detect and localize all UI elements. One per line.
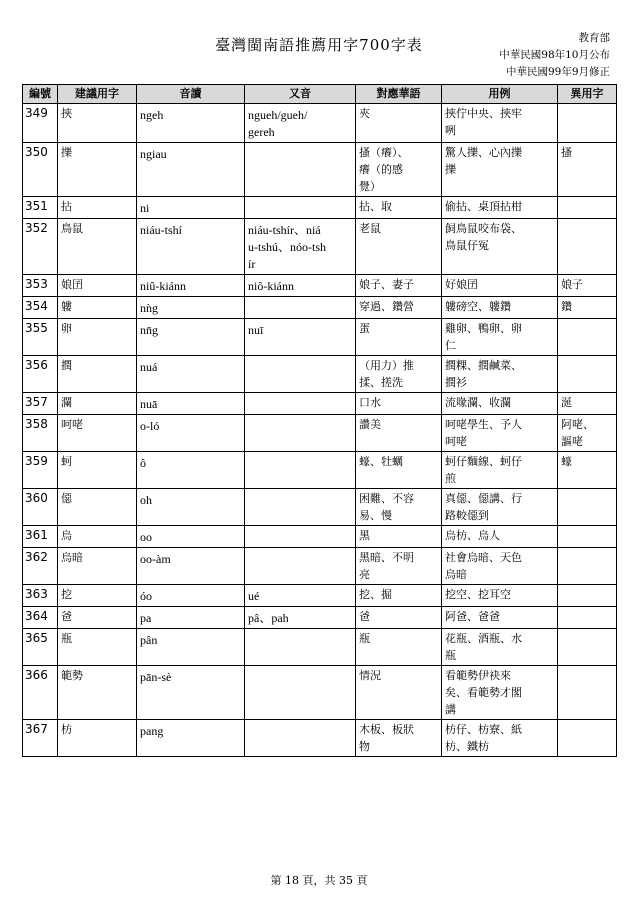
entry-variant xyxy=(558,526,617,548)
entry-reading: niû-kiánn xyxy=(137,275,245,297)
entry-char: 枋 xyxy=(58,720,137,757)
entry-example: 花瓶、酒瓶、水 瓶 xyxy=(442,629,558,666)
entry-number: 362 xyxy=(23,548,58,585)
entry-example: 撋粿、撋鹹菜、 撋衫 xyxy=(442,356,558,393)
entry-alt-reading xyxy=(245,629,356,666)
col-header-number: 編號 xyxy=(23,85,58,104)
entry-mandarin: 搔（癢）、 癢（的感 覺） xyxy=(356,143,442,197)
entry-alt-reading xyxy=(245,720,356,757)
entry-reading: ni xyxy=(137,197,245,219)
entry-example: 軁磅空、軁鑽 xyxy=(442,297,558,319)
entry-mandarin: 穿過、鑽營 xyxy=(356,297,442,319)
entry-mandarin: 老鼠 xyxy=(356,219,442,275)
col-header-char: 建議用字 xyxy=(58,85,137,104)
entry-alt-reading: niáu-tshír、niá u-tshú、nóo-tsh ír xyxy=(245,219,356,275)
entry-alt-reading xyxy=(245,356,356,393)
entry-mandarin: 困難、不容 易、慢 xyxy=(356,489,442,526)
word-table xyxy=(22,84,617,757)
issuing-org: 教育部 xyxy=(578,32,610,44)
table-row xyxy=(23,585,617,607)
entry-mandarin: 木板、板狀 物 xyxy=(356,720,442,757)
entry-reading: nǹg xyxy=(137,297,245,319)
entry-alt-reading xyxy=(245,197,356,219)
entry-reading: oo-àm xyxy=(137,548,245,585)
entry-char: 娘囝 xyxy=(58,275,137,297)
table-row xyxy=(23,666,617,720)
entry-reading: nuā xyxy=(137,393,245,415)
entry-char: 僫 xyxy=(58,489,137,526)
entry-reading: pān-sè xyxy=(137,666,245,720)
entry-variant xyxy=(558,489,617,526)
entry-example: 雞卵、鴨卵、卵 仁 xyxy=(442,319,558,356)
entry-number: 353 xyxy=(23,275,58,297)
table-row xyxy=(23,452,617,489)
entry-variant xyxy=(558,319,617,356)
col-header-variant: 異用字 xyxy=(558,85,617,104)
entry-example: 驚人擽、心內擽 擽 xyxy=(442,143,558,197)
entry-variant xyxy=(558,607,617,629)
entry-example: 社會烏暗、天色 烏暗 xyxy=(442,548,558,585)
document-meta xyxy=(499,30,610,81)
entry-alt-reading xyxy=(245,297,356,319)
published-date: 中華民國98年10月公布 xyxy=(499,49,610,61)
entry-number: 367 xyxy=(23,720,58,757)
entry-mandarin: 口水 xyxy=(356,393,442,415)
revised-date: 中華民國99年9月修正 xyxy=(505,66,610,78)
entry-number: 366 xyxy=(23,666,58,720)
entry-example: 挾佇中央、挾牢 咧 xyxy=(442,104,558,143)
entry-example: 枋仔、枋寮、紙 枋、鐵枋 xyxy=(442,720,558,757)
entry-reading: pang xyxy=(137,720,245,757)
entry-number: 356 xyxy=(23,356,58,393)
table-row xyxy=(23,275,617,297)
entry-variant: 娘子 xyxy=(558,275,617,297)
entry-mandarin: 黑 xyxy=(356,526,442,548)
page-footer: 第 18 頁，共 35 頁 xyxy=(270,874,368,887)
entry-example: 烏枋、烏人 xyxy=(442,526,558,548)
table-row xyxy=(23,629,617,666)
entry-mandarin: （用力）推 揉、搓洗 xyxy=(356,356,442,393)
table-row xyxy=(23,548,617,585)
entry-alt-reading: nuī xyxy=(245,319,356,356)
table-row xyxy=(23,297,617,319)
entry-example: 真僫、僫講、行 路較僫到 xyxy=(442,489,558,526)
entry-variant xyxy=(558,585,617,607)
entry-example: 阿爸、爸爸 xyxy=(442,607,558,629)
entry-number: 363 xyxy=(23,585,58,607)
entry-number: 355 xyxy=(23,319,58,356)
table-row xyxy=(23,197,617,219)
table-row xyxy=(23,356,617,393)
entry-alt-reading xyxy=(245,548,356,585)
entry-alt-reading xyxy=(245,666,356,720)
entry-example: 看範勢伊袂來 矣、看範勢才閣 講 xyxy=(442,666,558,720)
entry-char: 挖 xyxy=(58,585,137,607)
entry-mandarin: 蛋 xyxy=(356,319,442,356)
entry-number: 360 xyxy=(23,489,58,526)
entry-char: 呵咾 xyxy=(58,415,137,452)
table-row xyxy=(23,219,617,275)
entry-variant: 蠔 xyxy=(558,452,617,489)
entry-mandarin: 拈、取 xyxy=(356,197,442,219)
entry-char: 卵 xyxy=(58,319,137,356)
entry-char: 烏 xyxy=(58,526,137,548)
table-row xyxy=(23,143,617,197)
entry-char: 挾 xyxy=(58,104,137,143)
entry-alt-reading: ngueh/gueh/ gereh xyxy=(245,104,356,143)
entry-number: 354 xyxy=(23,297,58,319)
entry-mandarin: 娘子、妻子 xyxy=(356,275,442,297)
entry-alt-reading xyxy=(245,526,356,548)
entry-number: 364 xyxy=(23,607,58,629)
entry-reading: oo xyxy=(137,526,245,548)
entry-variant xyxy=(558,629,617,666)
entry-number: 350 xyxy=(23,143,58,197)
entry-variant xyxy=(558,356,617,393)
entry-variant xyxy=(558,197,617,219)
entry-alt-reading: pâ、pah xyxy=(245,607,356,629)
entry-alt-reading xyxy=(245,489,356,526)
entry-reading: óo xyxy=(137,585,245,607)
col-header-alt-reading: 又音 xyxy=(245,85,356,104)
entry-example: 蚵仔麵線、蚵仔 煎 xyxy=(442,452,558,489)
entry-variant: 鑽 xyxy=(558,297,617,319)
entry-number: 359 xyxy=(23,452,58,489)
entry-number: 361 xyxy=(23,526,58,548)
entry-reading: ô xyxy=(137,452,245,489)
table-row xyxy=(23,526,617,548)
entry-alt-reading: ué xyxy=(245,585,356,607)
entry-mandarin: 挖、掘 xyxy=(356,585,442,607)
entry-number: 357 xyxy=(23,393,58,415)
entry-char: 拈 xyxy=(58,197,137,219)
entry-variant xyxy=(558,219,617,275)
entry-mandarin: 夾 xyxy=(356,104,442,143)
col-header-reading: 音讀 xyxy=(137,85,245,104)
entry-reading: ngiau xyxy=(137,143,245,197)
entry-alt-reading: niô-kiánn xyxy=(245,275,356,297)
entry-number: 365 xyxy=(23,629,58,666)
table-row xyxy=(23,607,617,629)
entry-char: 軁 xyxy=(58,297,137,319)
entry-mandarin: 爸 xyxy=(356,607,442,629)
entry-char: 烏暗 xyxy=(58,548,137,585)
document-title: 臺灣閩南語推薦用字700字表 xyxy=(215,36,423,54)
entry-mandarin: 黑暗、不明 亮 xyxy=(356,548,442,585)
entry-alt-reading xyxy=(245,452,356,489)
entry-reading: nn̄g xyxy=(137,319,245,356)
entry-alt-reading xyxy=(245,393,356,415)
table-row xyxy=(23,720,617,757)
entry-mandarin: 瓶 xyxy=(356,629,442,666)
entry-variant xyxy=(558,104,617,143)
table-row xyxy=(23,415,617,452)
entry-example: 偷拈、桌頂拈柑 xyxy=(442,197,558,219)
entry-example: 流喙瀾、收瀾 xyxy=(442,393,558,415)
entry-alt-reading xyxy=(245,143,356,197)
entry-variant: 搔 xyxy=(558,143,617,197)
entry-reading: oh xyxy=(137,489,245,526)
entry-reading: ngeh xyxy=(137,104,245,143)
entry-char: 瀾 xyxy=(58,393,137,415)
table-header-row xyxy=(23,85,617,104)
entry-char: 鳥鼠 xyxy=(58,219,137,275)
entry-char: 撋 xyxy=(58,356,137,393)
entry-reading: pa xyxy=(137,607,245,629)
entry-char: 蚵 xyxy=(58,452,137,489)
col-header-mandarin: 對應華語 xyxy=(356,85,442,104)
entry-char: 擽 xyxy=(58,143,137,197)
entry-reading: pân xyxy=(137,629,245,666)
entry-reading: o-ló xyxy=(137,415,245,452)
entry-number: 351 xyxy=(23,197,58,219)
entry-char: 瓶 xyxy=(58,629,137,666)
entry-variant: 阿咾、 謳咾 xyxy=(558,415,617,452)
table-row xyxy=(23,104,617,143)
entry-variant xyxy=(558,720,617,757)
entry-alt-reading xyxy=(245,415,356,452)
col-header-example: 用例 xyxy=(442,85,558,104)
entry-example: 好娘囝 xyxy=(442,275,558,297)
entry-mandarin: 讚美 xyxy=(356,415,442,452)
entry-example: 飼鳥鼠咬布袋、 鳥鼠仔冤 xyxy=(442,219,558,275)
entry-variant xyxy=(558,548,617,585)
entry-char: 範勢 xyxy=(58,666,137,720)
entry-mandarin: 情況 xyxy=(356,666,442,720)
entry-variant xyxy=(558,666,617,720)
entry-reading: niáu-tshí xyxy=(137,219,245,275)
entry-mandarin: 蠔、牡蠣 xyxy=(356,452,442,489)
entry-char: 爸 xyxy=(58,607,137,629)
table-row xyxy=(23,489,617,526)
entry-variant: 涎 xyxy=(558,393,617,415)
table-row xyxy=(23,319,617,356)
entry-example: 挖空、挖耳空 xyxy=(442,585,558,607)
entry-number: 349 xyxy=(23,104,58,143)
entry-number: 352 xyxy=(23,219,58,275)
table-row xyxy=(23,393,617,415)
entry-reading: nuá xyxy=(137,356,245,393)
entry-number: 358 xyxy=(23,415,58,452)
entry-example: 呵咾學生、予人 呵咾 xyxy=(442,415,558,452)
